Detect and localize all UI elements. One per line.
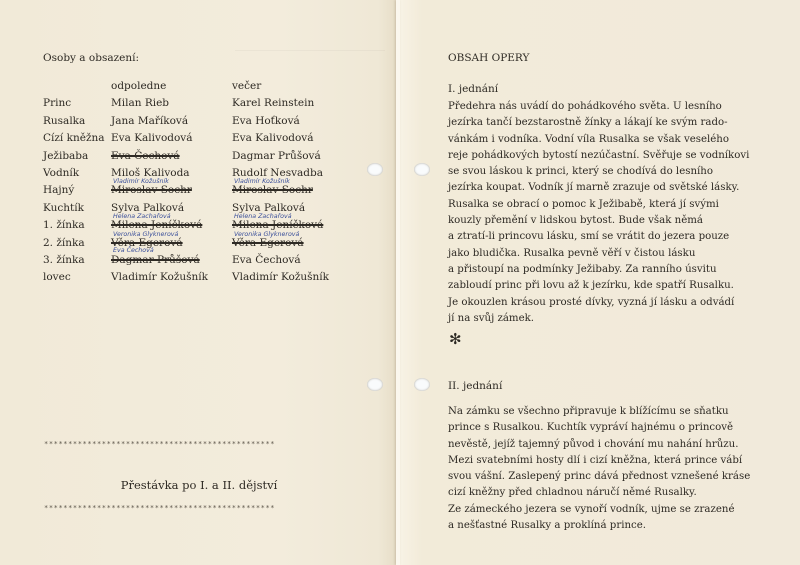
synopsis-line: Na zámku se všechno připravuje k blížícímu se sňatku: [448, 406, 729, 417]
handwritten-correction: Helena Zachařová: [113, 213, 171, 221]
synopsis-line: se svou láskou k princi, který se chodívá do lesního: [448, 166, 713, 178]
punch-hole: [414, 163, 430, 176]
synopsis-line: kouzly přemění v lidskou bytost. Bude však němá: [448, 215, 703, 227]
synopsis-line: a nešťastné Rusalky a proklíná prince.: [448, 520, 646, 532]
synopsis-line: reje pohádkových bytostí nezúčastní. Svěřuje se vodníkovi: [448, 149, 750, 161]
cast-evening: Karel Reinstein: [232, 97, 315, 110]
cast-role: Princ: [43, 97, 72, 110]
cast-afternoon: Vladimír Kožušník: [111, 271, 209, 284]
cast-afternoon: Miloš Kalivoda: [111, 166, 190, 179]
cast-afternoon: Eva Kalivodová: [111, 132, 193, 145]
act2-title: II. jednání: [448, 380, 503, 392]
cast-evening: Miroslav Sochr: [232, 184, 313, 197]
intermission-notice: Přestávka po I. a II. dějství: [120, 478, 278, 492]
bleed-through-shadow: [235, 50, 385, 65]
cast-evening: Eva Kalivodová: [232, 132, 314, 145]
synopsis-line: Ze zámeckého jezera se vynoří vodník, ujme se zrazené: [448, 503, 735, 515]
cast-afternoon: Jana Maříková: [111, 114, 189, 127]
synopsis-line: jí na svůj zámek.: [448, 312, 535, 324]
handwritten-correction: Vladimír Kožušník: [234, 178, 290, 186]
cast-afternoon: Milena Jeníčková: [111, 219, 203, 232]
act2-text: [448, 404, 788, 534]
cast-evening: Sylva Palková: [232, 201, 306, 214]
cast-role: 3. žínka: [43, 253, 85, 266]
handwritten-correction: Veronika Glyknerová: [234, 230, 300, 238]
cast-evening: Milena Jeníčková: [232, 219, 324, 232]
cast-evening: Věra Egerová: [232, 236, 304, 249]
cast-role: Rusalka: [43, 114, 86, 127]
synopsis-line: a ztratí-li princovu lásku, smí se vrátit do jezera pouze: [448, 231, 730, 243]
synopsis-line: nevěstě, jejíž tajemný původ i chování mu nahání hrůzu.: [448, 438, 739, 450]
cast-afternoon: Dagmar Průšová: [111, 253, 200, 266]
synopsis-line: Je okouzlen krásou prosté dívky, vyzná jí lásku a odvádí: [448, 296, 735, 308]
cast-role: Cízí kněžna: [43, 132, 105, 145]
synopsis-line: cizí kněžny před chladnou náručí němé Rusalky.: [448, 487, 697, 499]
cast-afternoon: Sylva Palková: [111, 201, 185, 214]
cast-role: Hajný: [43, 184, 75, 197]
synopsis-line: a přistoupí na podmínky Ježibaby. Za ranního úsvitu: [448, 263, 717, 275]
cast-evening: Eva Čechová: [232, 253, 301, 266]
synopsis-line: jezírka koupat. Vodník jí marně zrazuje od světské lásky.: [448, 182, 740, 194]
synopsis-heading: OBSAH OPERY: [448, 52, 530, 64]
cast-evening: Dagmar Průšová: [232, 149, 321, 162]
cast-evening: Eva Hoťková: [232, 114, 300, 127]
synopsis-line: zabloudí princ při lovu až k jezírku, kde spatří Rusalku.: [448, 280, 734, 292]
cast-afternoon: Věra Egerová: [111, 236, 183, 249]
cast-evening: Rudolf Nesvadba: [232, 166, 323, 179]
cast-role: Ježibaba: [43, 149, 89, 162]
cast-afternoon: Miroslav Sochr: [111, 184, 192, 197]
punch-hole: [414, 378, 430, 391]
act1-text: [448, 99, 788, 327]
synopsis-line: Rusalka se obrací o pomoc k Ježibabě, která jí svými: [448, 198, 719, 210]
cast-role: 1. žínka: [43, 219, 85, 232]
cast-role: 2. žínka: [43, 236, 85, 249]
afternoon-column-header: odpoledne: [111, 80, 167, 92]
synopsis-line: Předehra nás uvádí do pohádkového světa. U lesního: [448, 101, 722, 112]
synopsis-line: jako bludička. Rusalka pevně věří v čistou lásku: [448, 247, 696, 259]
cast-role: Vodník: [43, 166, 80, 179]
star-divider-bottom: ************************************************: [44, 504, 276, 512]
cast-afternoon: Eva Čechová: [111, 149, 180, 162]
act1-title: I. jednání: [448, 83, 499, 95]
handwritten-correction: Helena Zachařová: [234, 213, 292, 221]
cast-role: lovec: [43, 271, 71, 284]
handwritten-correction: Veronika Glyknerová: [113, 230, 179, 238]
punch-hole: [367, 163, 383, 176]
synopsis-line: svou vášní. Zaslepený princ dává přednost vznešené kráse: [448, 471, 751, 483]
handwritten-correction: Eva Čechová: [113, 246, 154, 254]
handwritten-correction: Vladimír Kožušník: [113, 178, 169, 186]
synopsis-line: Mezi svatebními hosty dlí i cizí kněžna, která prince vábí: [448, 454, 743, 466]
evening-column-header: večer: [232, 80, 262, 92]
ornament-flower-icon: ✻: [449, 330, 462, 348]
star-divider-top: ************************************************: [44, 440, 276, 448]
cast-evening: Vladimír Kožušník: [232, 271, 330, 284]
punch-hole: [367, 378, 383, 391]
synopsis-line: jezírka tančí bezstarostně žínky a lákají ke svým rado-: [448, 117, 728, 129]
cast-role: Kuchtík: [43, 201, 84, 214]
synopsis-line: prince s Rusalkou. Kuchtík vypráví hajnému o princově: [448, 422, 734, 434]
cast-afternoon: Milan Rieb: [111, 97, 170, 110]
cast-heading: Osoby a obsazení:: [43, 52, 140, 64]
synopsis-line: vánkám i vodníka. Vodní víla Rusalka se však veselého: [448, 133, 729, 145]
